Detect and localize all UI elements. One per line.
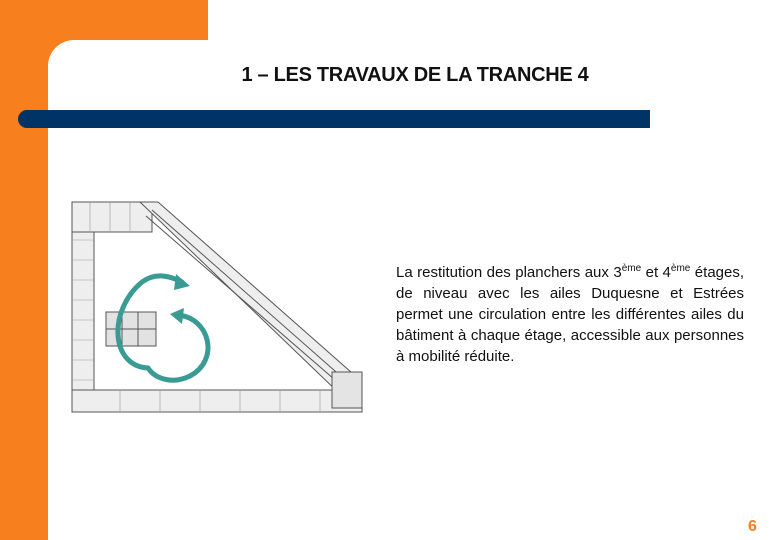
slide-title: 1 – LES TRAVAUX DE LA TRANCHE 4 [241,64,589,86]
page-number: 6 [748,518,757,535]
description-paragraph: La restitution des planchers aux 3ème et 4ème étages, de niveau avec les ailes Duquesne et Estrées permet une circulation entre les différentes ailes du bâtiment à chaque étage, accessible aux personnes à mobilité réduite. [396,263,745,365]
title-underline-bar [18,110,650,128]
floor-plan-image [60,190,380,440]
